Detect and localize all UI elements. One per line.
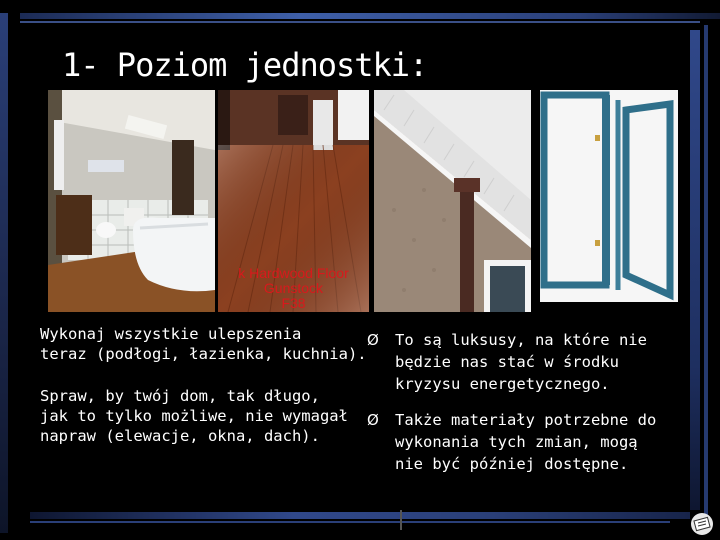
right-frame-line — [704, 25, 708, 515]
bottom-frame-bar — [30, 512, 690, 519]
house-facade-photo — [374, 90, 531, 312]
bathroom-photo — [48, 90, 215, 312]
floor-caption-line-3: F38 — [281, 295, 306, 311]
slide-title: 1- Poziom jednostki: — [62, 46, 428, 84]
bullet-1-line-1: To są luksusy, na które nie — [395, 331, 647, 349]
left-paragraph-2-line-1: Spraw, by twój dom, tak długo, — [40, 387, 320, 405]
bullet-2-line-3: nie być później dostępne. — [395, 455, 629, 473]
right-frame-bar — [690, 30, 700, 510]
bullet-2-line-2: wykonania tych zmian, mogą — [395, 433, 638, 451]
bullet-1-line-2: będzie nas stać w środku — [395, 353, 619, 371]
left-paragraph-2-line-2: jak to tylko możliwe, nie wymagał — [40, 407, 348, 425]
bottom-frame-line — [30, 521, 670, 523]
left-paragraph-2-line-3: napraw (elewacje, okna, dach). — [40, 427, 320, 445]
bullet-2-line-1: Także materiały potrzebne do — [395, 411, 657, 429]
bullet-1-line-3: kryzysu energetycznego. — [395, 375, 610, 393]
left-paragraph-1-line-2: teraz (podłogi, łazienka, kuchnia). — [40, 345, 367, 363]
bullet-arrow-icon: Ø — [367, 411, 379, 429]
presentation-logo-icon[interactable] — [690, 512, 714, 536]
floor-caption-line-2: Gunstock — [263, 280, 324, 296]
left-frame-bar — [0, 13, 8, 533]
top-frame-line — [20, 21, 700, 23]
bottom-tick — [400, 510, 402, 530]
window-frame-photo — [540, 90, 678, 302]
left-paragraph-1-line-1: Wykonaj wszystkie ulepszenia — [40, 325, 302, 343]
floor-caption-line-1: k Hardwood Floor — [238, 265, 349, 281]
hardwood-floor-photo — [218, 90, 369, 312]
bullet-arrow-icon: Ø — [367, 331, 379, 349]
top-frame-bar — [20, 13, 720, 19]
